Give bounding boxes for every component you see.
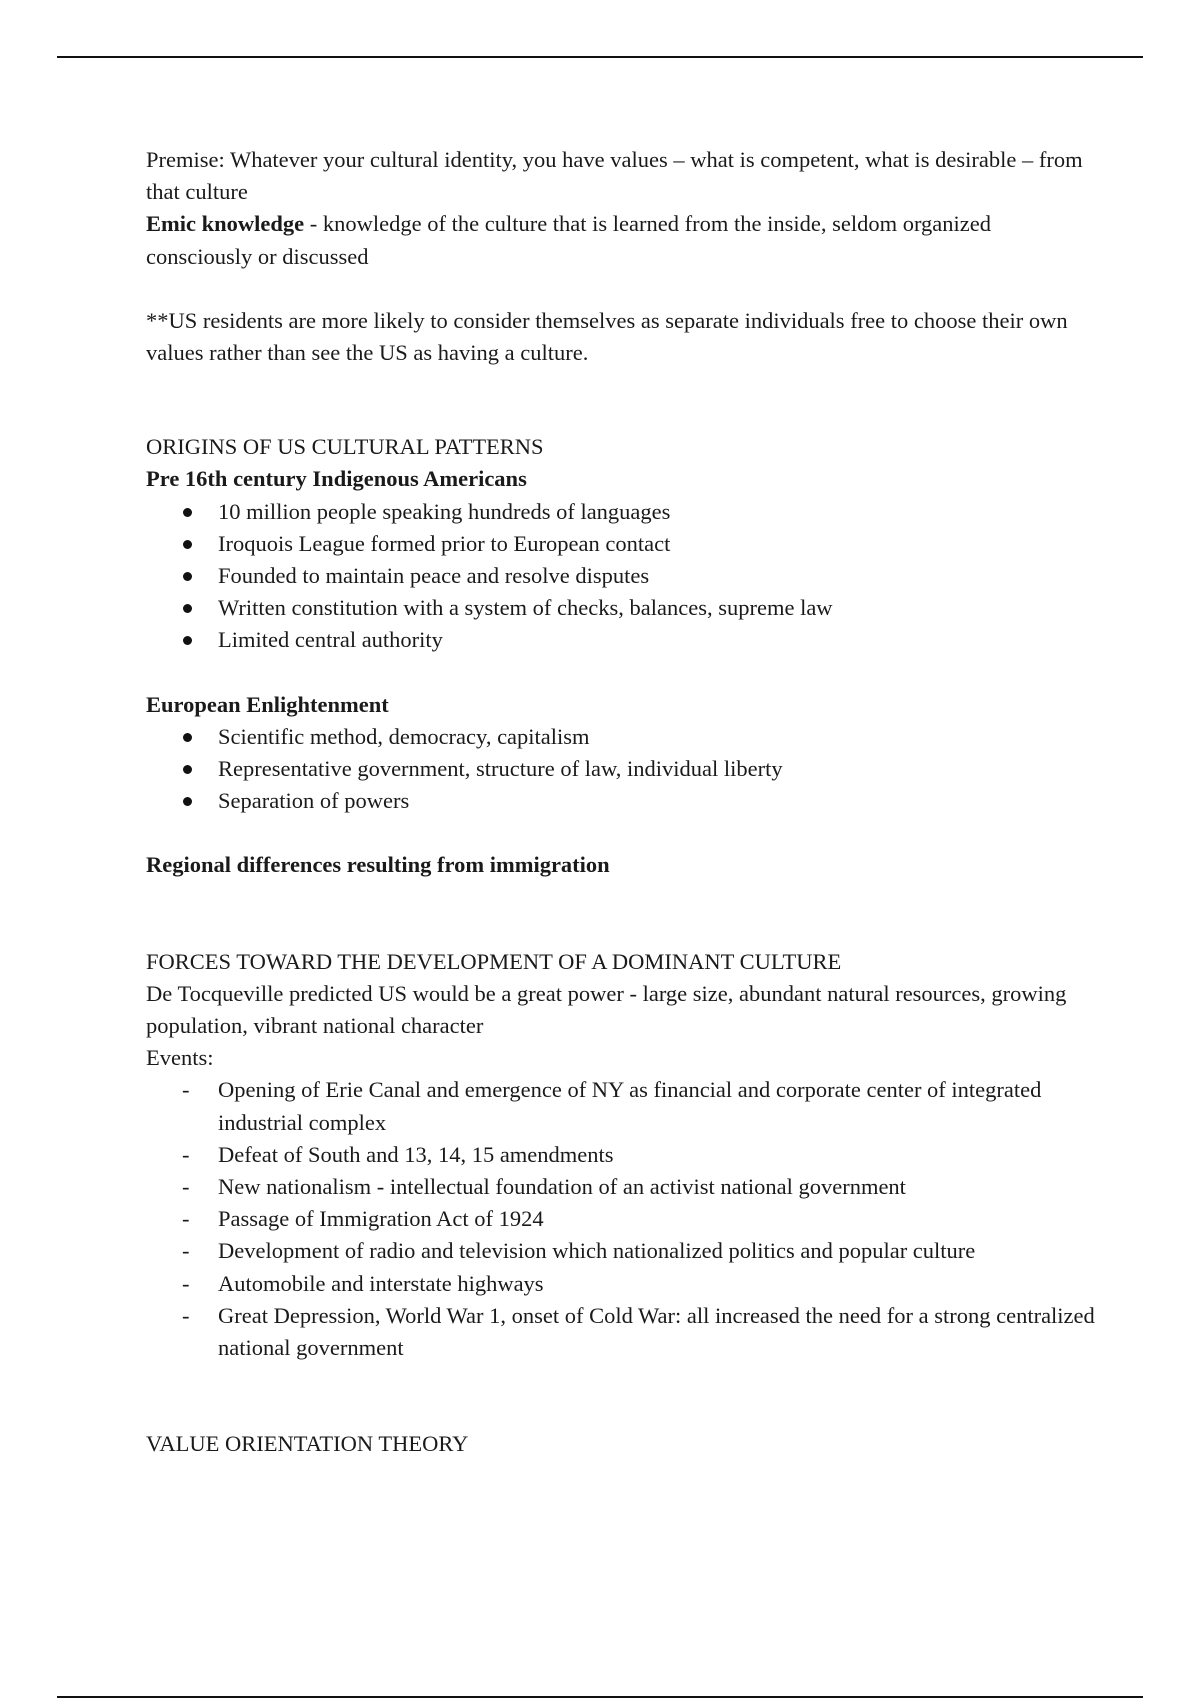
- events-list: [146, 1074, 1096, 1364]
- list-item: - Great Depression, World War 1, onset of Cold War: all increased the need for a strong centralized national government: [146, 1300, 1096, 1364]
- list-item: Iroquois League formed prior to European contact: [218, 530, 671, 556]
- emic-knowledge-text: - knowledge of the culture that is learned from the inside, seldom organized consciously or discussed: [146, 211, 992, 269]
- document-page: [146, 144, 1096, 1461]
- dash-marker: -: [182, 1206, 190, 1232]
- premise-text: Premise: Whatever your cultural identity, you have values – what is competent, what is desirable – from that culture: [146, 147, 1083, 205]
- forces-heading: FORCES TOWARD THE DEVELOPMENT OF A DOMINANT CULTURE: [146, 948, 842, 974]
- list-item: Limited central authority: [218, 627, 443, 653]
- indigenous-americans-list: [146, 496, 1096, 657]
- dash-marker: -: [182, 1302, 190, 1328]
- list-item: 10 million people speaking hundreds of languages: [218, 498, 671, 524]
- list-item: Written constitution with a system of checks, balances, supreme law: [218, 595, 833, 621]
- emic-knowledge-definition: [146, 208, 1096, 272]
- list-item: - New nationalism - intellectual foundation of an activist national government: [146, 1171, 1096, 1203]
- list-item: - Development of radio and television which nationalized politics and popular culture: [146, 1235, 1096, 1267]
- list-item: - Opening of Erie Canal and emergence of NY as financial and corporate center of integrated industrial complex: [146, 1074, 1096, 1138]
- list-item: Representative government, structure of law, individual liberty: [218, 756, 783, 782]
- dash-marker: -: [182, 1174, 190, 1200]
- bottom-horizontal-rule: [57, 1696, 1143, 1698]
- events-label: Events:: [146, 1045, 214, 1071]
- list-item: - Passage of Immigration Act of 1924: [146, 1203, 1096, 1235]
- dash-marker: -: [182, 1141, 190, 1167]
- list-item: - Defeat of South and 13, 14, 15 amendments: [146, 1139, 1096, 1171]
- regional-differences-title: Regional differences resulting from immigration: [146, 852, 610, 878]
- dash-marker: -: [182, 1077, 190, 1103]
- dash-marker: -: [182, 1238, 190, 1264]
- indigenous-americans-title: Pre 16th century Indigenous Americans: [146, 466, 527, 492]
- list-item: - Automobile and interstate highways: [146, 1268, 1096, 1300]
- dash-marker: -: [182, 1270, 190, 1296]
- emic-knowledge-term: Emic knowledge: [146, 211, 305, 237]
- european-enlightenment-list: [146, 721, 1096, 818]
- top-horizontal-rule: [57, 56, 1143, 58]
- origins-heading: ORIGINS OF US CULTURAL PATTERNS: [146, 434, 544, 460]
- us-residents-note: **US residents are more likely to consider themselves as separate individuals free to choose their own values rather than see the US as having a culture.: [146, 307, 1068, 366]
- list-item: Scientific method, democracy, capitalism: [218, 723, 590, 749]
- european-enlightenment-title: European Enlightenment: [146, 691, 389, 717]
- list-item: Founded to maintain peace and resolve disputes: [218, 563, 650, 589]
- list-item: Separation of powers: [218, 788, 410, 814]
- tocqueville-text: De Tocqueville predicted US would be a great power - large size, abundant natural resources, growing population, vibrant national character: [146, 980, 1067, 1039]
- value-orientation-heading: VALUE ORIENTATION THEORY: [146, 1431, 469, 1457]
